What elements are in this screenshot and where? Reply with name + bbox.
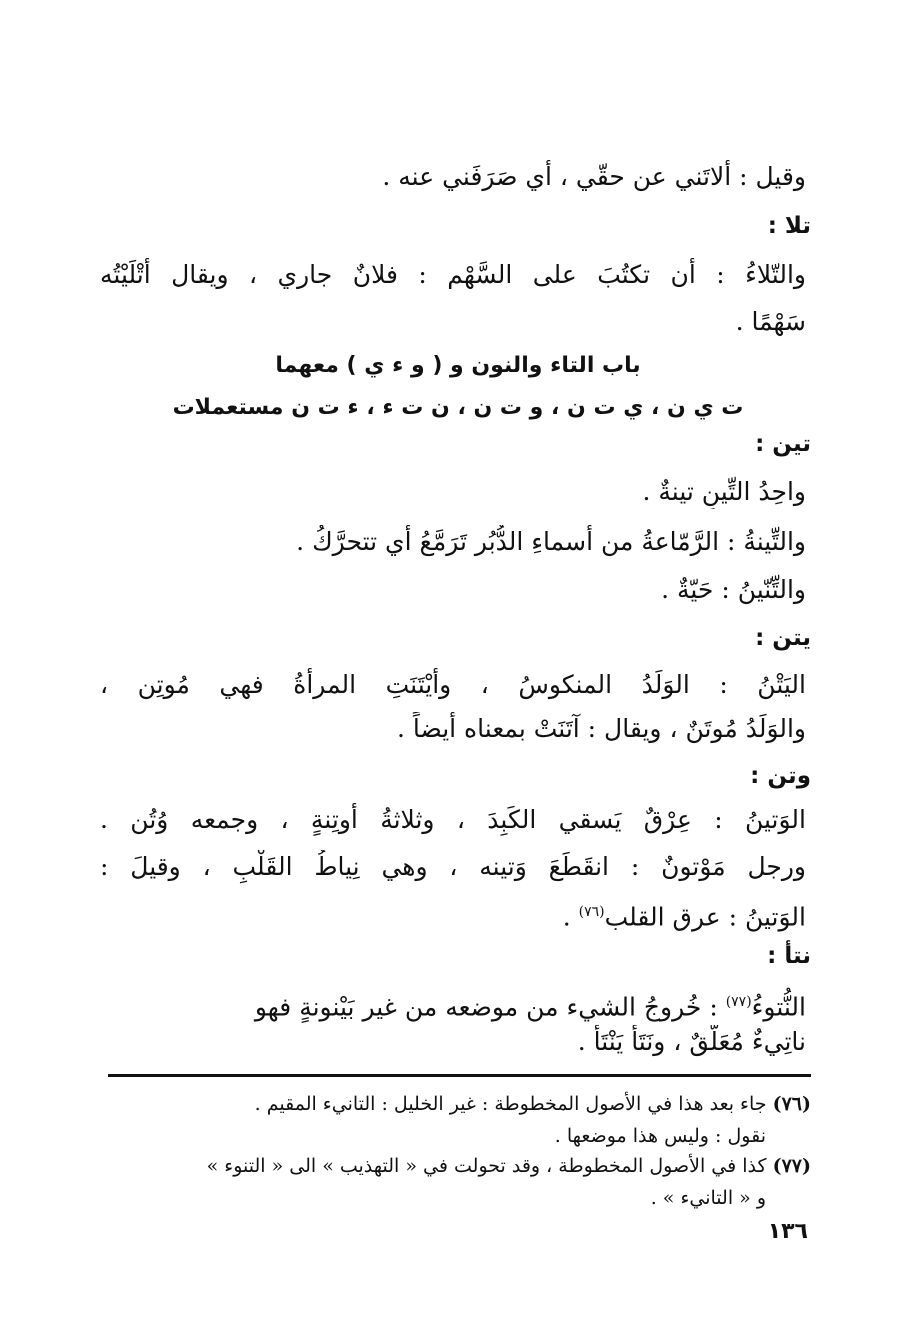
body-line: ناتِيءٌ مُعَلَّقٌ ، ونَتَأَ يَنْتَأُ .	[577, 1027, 806, 1056]
chapter-subtitle: ت ي ن ، ي ت ن ، و ت ن ، ن ت ء ، ء ت ن مستعملات	[172, 395, 744, 420]
body-text: الوَتينُ : عرق القلب	[604, 902, 806, 932]
footnote-text: جاء بعد هذا في الأصول المخطوطة : غير الخليل : التانيء المقيم .	[254, 1093, 767, 1115]
body-line	[100, 985, 806, 1024]
body-line: ورجل مَوْتونٌ : انقَطَعَ وَتينه ، وهي نِياطُ القَلْبِ ، وقيلَ :	[100, 852, 806, 881]
footnote-76-cont: نقول : وليس هذا موضعها .	[554, 1125, 766, 1147]
body-line: والتّلاءُ : أن تكتُبَ على السَّهْم : فلانٌ جاري ، ويقال أتْلَيْتُه	[100, 260, 806, 289]
body-text: : خُروجُ الشيء من موضعه من غير بَيْنونةٍ فهو	[254, 992, 726, 1022]
entry-heading-yatn: يتن :	[755, 625, 811, 651]
footnote-76	[100, 1090, 811, 1118]
page-number: ١٣٦	[767, 1219, 808, 1244]
footnote-divider	[108, 1074, 811, 1077]
footnote-ref[interactable]: (٧٦)	[578, 904, 605, 920]
entry-heading-tin: تين :	[755, 431, 811, 457]
entry-heading-nata: نتأ :	[767, 943, 811, 969]
chapter-title: باب التاء والنون و ( و ء ي ) معهما	[275, 353, 641, 378]
body-line: اليَتْنُ : الوَلَدُ المنكوسُ ، وأيْتَنَتِ المرأةُ فهي مُوتِن ،	[100, 670, 806, 699]
footnote-text: كذا في الأصول المخطوطة ، وقد تحولت في « التهذيب » الى « التنوء »	[206, 1155, 767, 1177]
entry-heading-tla: تلا :	[767, 213, 811, 239]
footnote-ref[interactable]: (٧٧)	[725, 994, 752, 1010]
footnote-number: (٧٧)	[772, 1155, 811, 1177]
body-line: سَهْمًا .	[735, 307, 806, 336]
body-line: الوَتينُ : عِرْقٌ يَسقي الكَبِدَ ، وثلاثةُ أوتِنةٍ ، وجمعه وُتُن .	[100, 805, 806, 834]
body-line: والتِّينةُ : الرَّمّاعةُ من أسماءِ الدُّبُر تَرَمَّعُ أي تتحرَّكُ .	[296, 527, 806, 556]
body-line: والتِّنّينُ : حَيّةٌ .	[661, 575, 806, 604]
body-line	[100, 895, 806, 934]
body-line: وقيل : ألاتَني عن حقّي ، أي صَرَفَني عنه .	[382, 162, 806, 191]
entry-heading-watn: وتن :	[750, 763, 811, 789]
body-text: النُّتوءُ	[751, 992, 806, 1022]
body-line: واحِدُ التِّينِ تينةٌ .	[642, 477, 806, 506]
body-text: .	[562, 902, 579, 932]
footnote-77	[100, 1152, 811, 1180]
body-line: والوَلَدُ مُوتَنٌ ، ويقال : آتَنَتْ بمعناه أيضاً .	[397, 714, 806, 743]
footnote-number: (٧٦)	[772, 1093, 811, 1115]
footnote-77-cont: و « التانيء » .	[650, 1187, 766, 1209]
